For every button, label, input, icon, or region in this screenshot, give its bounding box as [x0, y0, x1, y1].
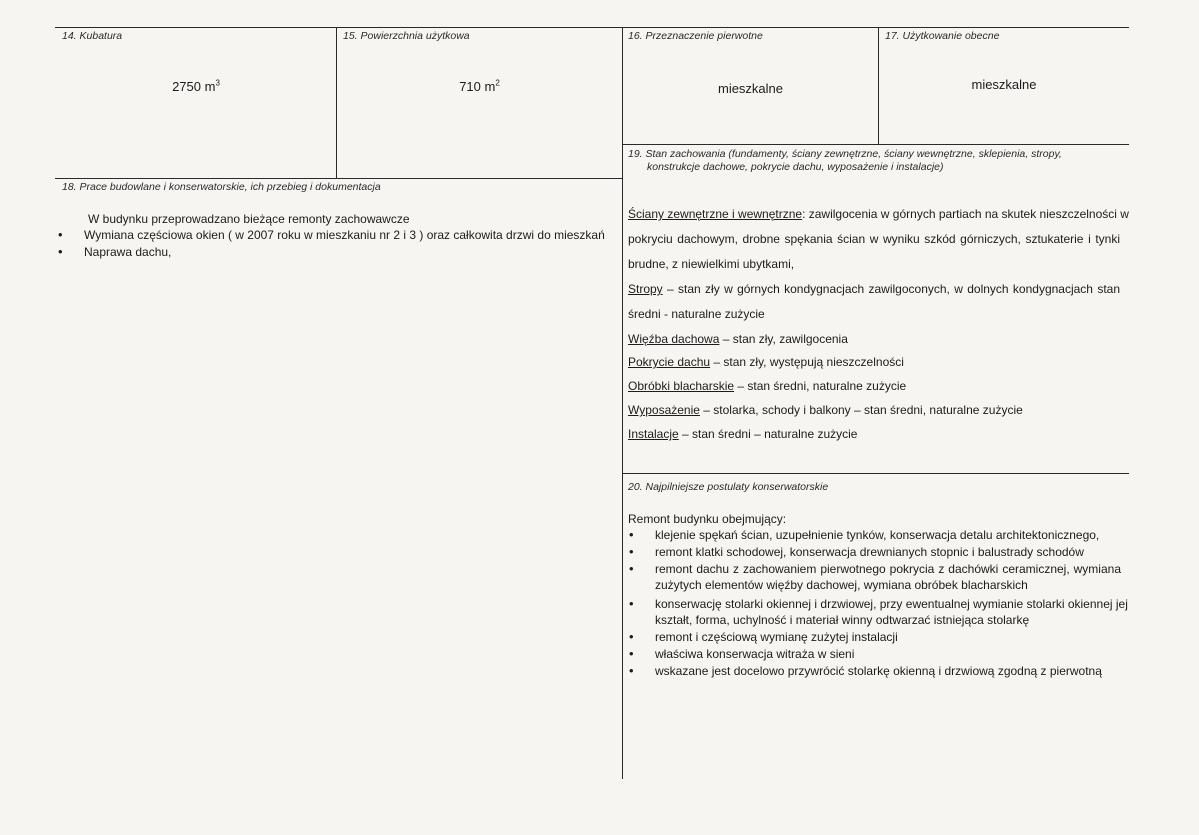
- stan-item-wyposazenie: [628, 403, 1023, 417]
- divider-top-right: [622, 144, 1129, 145]
- postulaty-item-7: • wskazane jest docelowo przywrócić stolarkę okienną i drzwiową zgodną z pierwotną: [655, 664, 1102, 678]
- prace-intro: W budynku przeprowadzano bieżące remonty zachowawcze: [88, 212, 410, 226]
- stan-label-line-1: 19. Stan zachowania (fundamenty, ściany zewnętrzne, ściany wewnętrzne, sklepienia, stropy,: [628, 148, 1062, 160]
- kubatura-value: [56, 79, 336, 94]
- prace-item-1: • Wymiana częściowa okien ( w 2007 roku w mieszkaniu nr 2 i 3 ) oraz całkowita drzwi do mieszkań: [84, 228, 605, 242]
- postulaty-item-4-line-2: kształt, forma, uchylność i materiał winny odtwarzać istniejąca stolarkę: [655, 613, 1030, 627]
- stan-stropy-text-1: – stan zły w górnych kondygnacjach zawilgoconych, w dolnych kondygnacjach stan: [662, 282, 1120, 296]
- prace-item-2: • Naprawa dachu,: [84, 245, 171, 259]
- stan-item-text: – stolarka, schody i balkony – stan średni, naturalne zużycie: [699, 403, 1023, 417]
- stan-item-text: – stan zły, zawilgocenia: [719, 332, 848, 346]
- stan-item-text: – stan średni, naturalne zużycie: [734, 379, 907, 393]
- uzytkowanie-label: 17. Użytkowanie obecne: [885, 30, 1000, 42]
- divider-14-15: [336, 27, 337, 179]
- postulaty-item-4-line-1: • konserwację stolarki okiennej i drzwiowej, przy ewentualnej wymianie stolarki okiennej jej: [655, 597, 1121, 611]
- postulaty-label: 20. Najpilniejsze postulaty konserwatorskie: [628, 481, 829, 493]
- stan-item-term: Więźba dachowa: [628, 332, 720, 346]
- kubatura-number: 2750 m: [172, 79, 216, 94]
- powierzchnia-unit-exponent: 2: [495, 78, 500, 88]
- postulaty-item-1: • klejenie spękań ścian, uzupełnienie tynków, konserwacja detalu architektonicznego,: [655, 528, 1099, 542]
- stan-stropy-line-2: średni - naturalne zużycie: [628, 307, 765, 321]
- powierzchnia-label: 15. Powierzchnia użytkowa: [343, 30, 470, 42]
- stan-item-wiezba: [628, 332, 848, 346]
- stan-item-instalacje: [628, 427, 857, 441]
- kubatura-unit-exponent: 3: [215, 78, 220, 88]
- stan-item-text: – stan zły, występują nieszczelności: [710, 355, 904, 369]
- postulaty-intro: Remont budynku obejmujący:: [628, 512, 787, 526]
- przeznaczenie-value: mieszkalne: [717, 81, 784, 96]
- stan-sciany-text-1: : zawilgocenia w górnych partiach na skutek nieszczelności w: [802, 207, 1129, 221]
- postulaty-item-2: • remont klatki schodowej, konserwacja drewnianych stopnic i balustrady schodów: [655, 545, 1084, 559]
- divider-15-16: [622, 27, 623, 779]
- divider-top-left: [55, 178, 622, 179]
- stan-item-term: Obróbki blacharskie: [628, 379, 735, 393]
- stan-item-term: Wyposażenie: [628, 403, 700, 417]
- postulaty-item-5: • remont i częściową wymianę zużytej instalacji: [655, 630, 898, 644]
- postulaty-item-3-line-2: zużytych elementów więźby dachowej, wymiana obróbek blacharskich: [655, 578, 1028, 592]
- powierzchnia-number: 710 m: [459, 79, 496, 94]
- stan-stropy-line-1: [628, 282, 1120, 296]
- powierzchnia-value: [337, 79, 622, 94]
- kubatura-label: 14. Kubatura: [62, 30, 123, 42]
- stan-sciany-line-2: pokryciu dachowym, drobne spękania ścian w wyniku szkód górniczych, sztukaterie i tynki: [628, 232, 1120, 246]
- prace-label: 18. Prace budowlane i konserwatorskie, ich przebieg i dokumentacja: [62, 181, 381, 193]
- top-border: [55, 27, 1129, 28]
- divider-19-20: [622, 473, 1129, 474]
- stan-item-obrobki: [628, 379, 906, 393]
- stan-item-pokrycie: [628, 355, 904, 369]
- stan-sciany-line-3: brudne, z niewielkimi ubytkami,: [628, 257, 795, 271]
- stan-item-text: – stan średni – naturalne zużycie: [678, 427, 858, 441]
- stan-item-term: Instalacje: [628, 427, 679, 441]
- stan-item-term: Pokrycie dachu: [628, 355, 711, 369]
- stan-sciany-term: Ściany zewnętrzne i wewnętrzne: [628, 207, 803, 221]
- postulaty-item-3-line-1: • remont dachu z zachowaniem pierwotnego pokrycia z dachówki ceramicznej, wymiana: [655, 562, 1121, 576]
- uzytkowanie-value: mieszkalne: [971, 77, 1037, 92]
- stan-sciany-line-1: [628, 207, 1129, 221]
- przeznaczenie-label: 16. Przeznaczenie pierwotne: [628, 30, 763, 42]
- postulaty-item-6: • właściwa konserwacja witraża w sieni: [655, 647, 854, 661]
- stan-stropy-term: Stropy: [628, 282, 663, 296]
- stan-label-line-2: konstrukcje dachowe, pokrycie dachu, wyposażenie i instalacje): [647, 161, 944, 173]
